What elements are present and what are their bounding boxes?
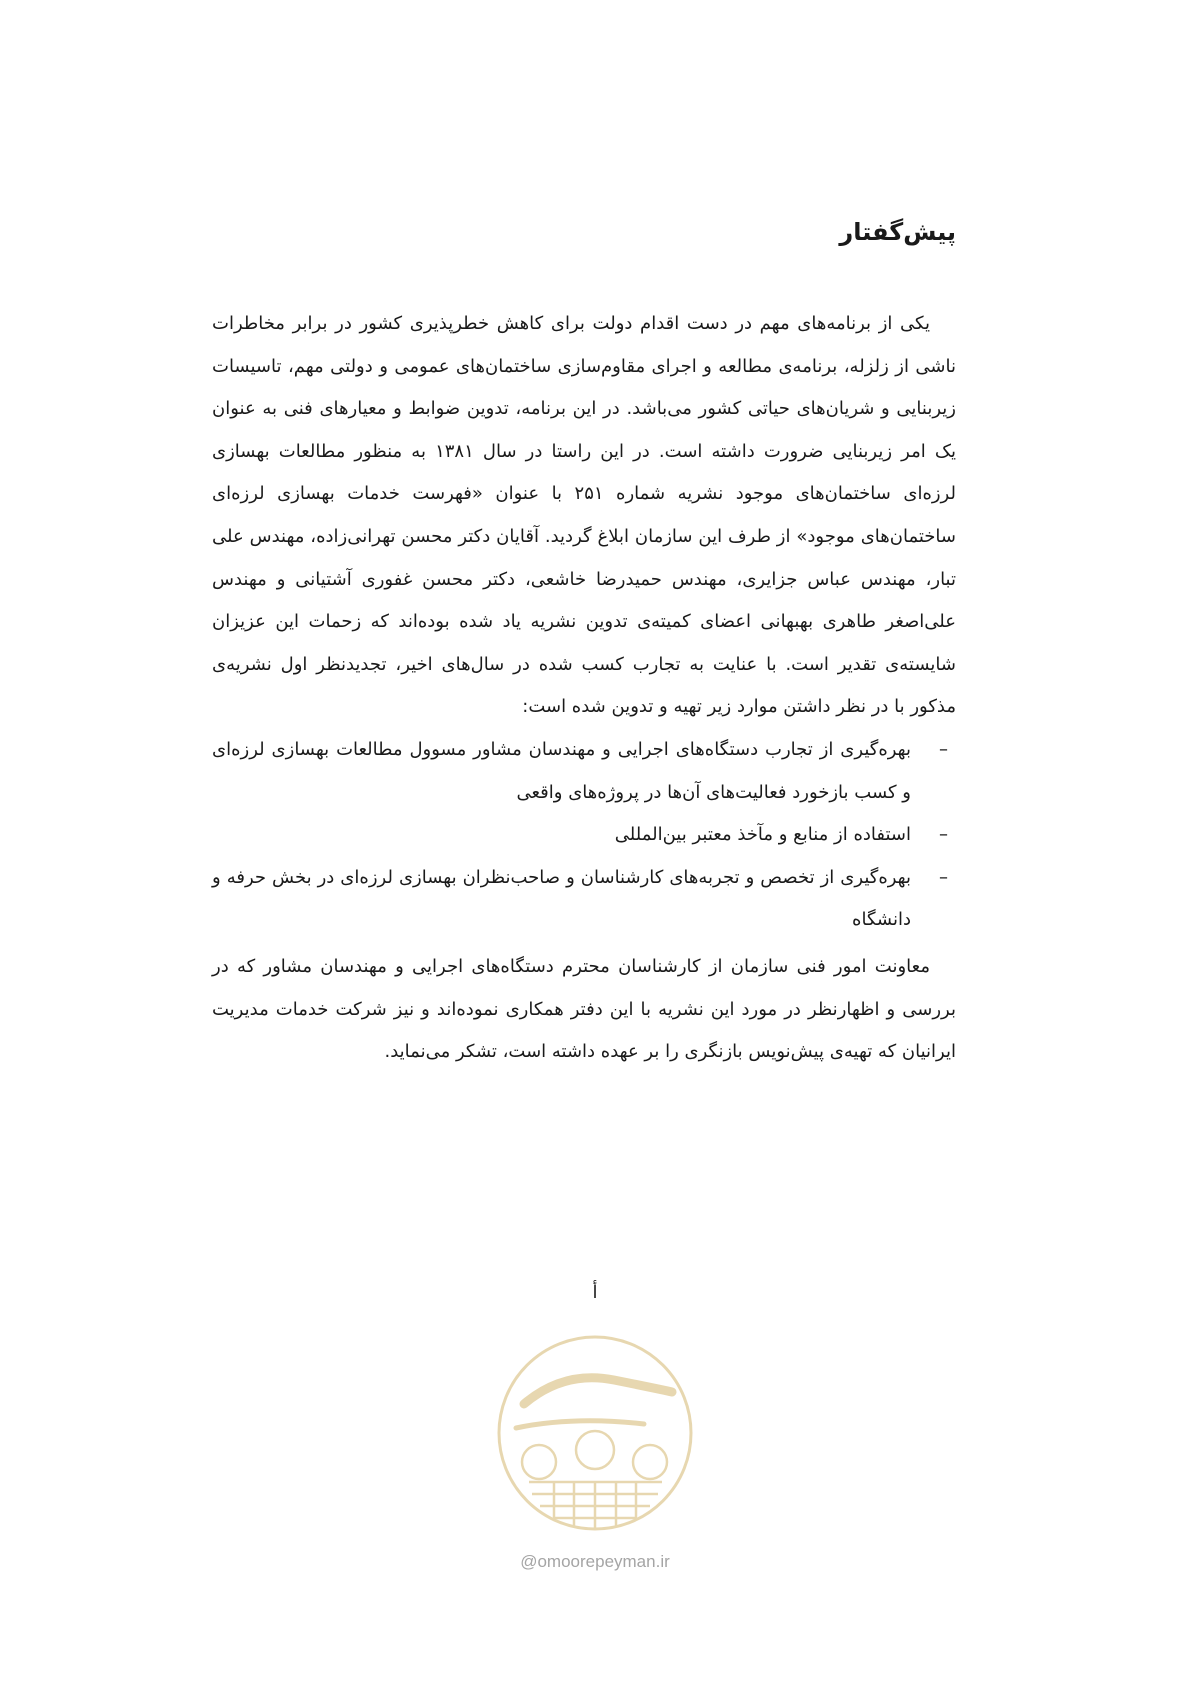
publisher-logo-watermark-icon xyxy=(494,1332,696,1534)
intro-paragraph: یکی از برنامه‌های مهم در دست اقدام دولت برای کاهش خطرپذیری کشور در برابر مخاطرات ناشی از زلزله، برنامه‌ی مطالعه و اجرای مقاوم‌سازی ساختمان‌های عمومی و دولتی مهم، تاسیسات زیربنایی و شریان‌های حیاتی کشور می‌باشد. در این برنامه، تدوین ضوابط و معیارهای فنی به عنوان یک امر زیربنایی ضرورت داشته است. در این راستا در سال ۱۳۸۱ به منظور مطالعات بهسازی لرزه‌ای ساختمان‌های موجود نشریه شماره ۲۵۱ با عنوان «فهرست خدمات بهسازی لرزه‌ای ساختمان‌های موجود» از طرف این سازمان ابلاغ گردید. آقایان دکتر محسن تهرانی‌زاده، مهندس علی تبار، مهندس عباس جزایری، مهندس حمیدرضا خاشعی، دکتر محسن غفوری آشتیانی و مهندس علی‌اصغر طاهری بهبهانی اعضای کمیته‌ی تدوین نشریه یاد شده بوده‌اند که زحمات این عزیزان شایسته‌ی تقدیر است. با عنایت به تجارب کسب شده در سال‌های اخیر، تجدیدنظر اول نشریه‌ی مذکور با در نظر داشتن موارد زیر تهیه و تدوین شده است: xyxy=(212,313,956,718)
closing-paragraph: معاونت امور فنی سازمان از کارشناسان محترم دستگاه‌های اجرایی و مهندسان مشاور که در بررسی و اظهارنظر در مورد این نشریه با این دفتر همکاری نموده‌اند و نیز شرکت خدمات مدیریت ایرانیان که تهیه‌ی پیش‌نویس بازنگری را بر عهده داشته است، تشکر می‌نماید. xyxy=(212,955,956,1063)
list-item-text: بهره‌گیری از تجارب دستگاه‌های اجرایی و مهندسان مشاور مسوول مطالعات بهسازی لرزه‌ای و کسب بازخورد فعالیت‌های آن‌ها در پروژه‌های واقعی xyxy=(212,738,911,803)
list-item xyxy=(212,814,956,857)
page-number: أ xyxy=(592,1282,598,1303)
foreword-body xyxy=(212,303,956,1074)
bullet-dash: – xyxy=(939,866,948,888)
bullet-dash: – xyxy=(939,824,948,846)
list-item xyxy=(212,857,956,942)
list-item xyxy=(212,729,956,814)
list-item-text: بهره‌گیری از تخصص و تجربه‌های کارشناسان و صاحب‌نظران بهسازی لرزه‌ای در بخش حرفه و دانشگاه xyxy=(212,866,911,931)
requirements-list xyxy=(212,729,956,942)
list-item-text: استفاده از منابع و مآخذ معتبر بین‌المللی xyxy=(614,824,911,846)
bullet-dash: – xyxy=(939,738,948,760)
watermark-url: @omoorepeyman.ir xyxy=(520,1552,670,1571)
page-title: پیش‌گفتار xyxy=(839,218,956,246)
